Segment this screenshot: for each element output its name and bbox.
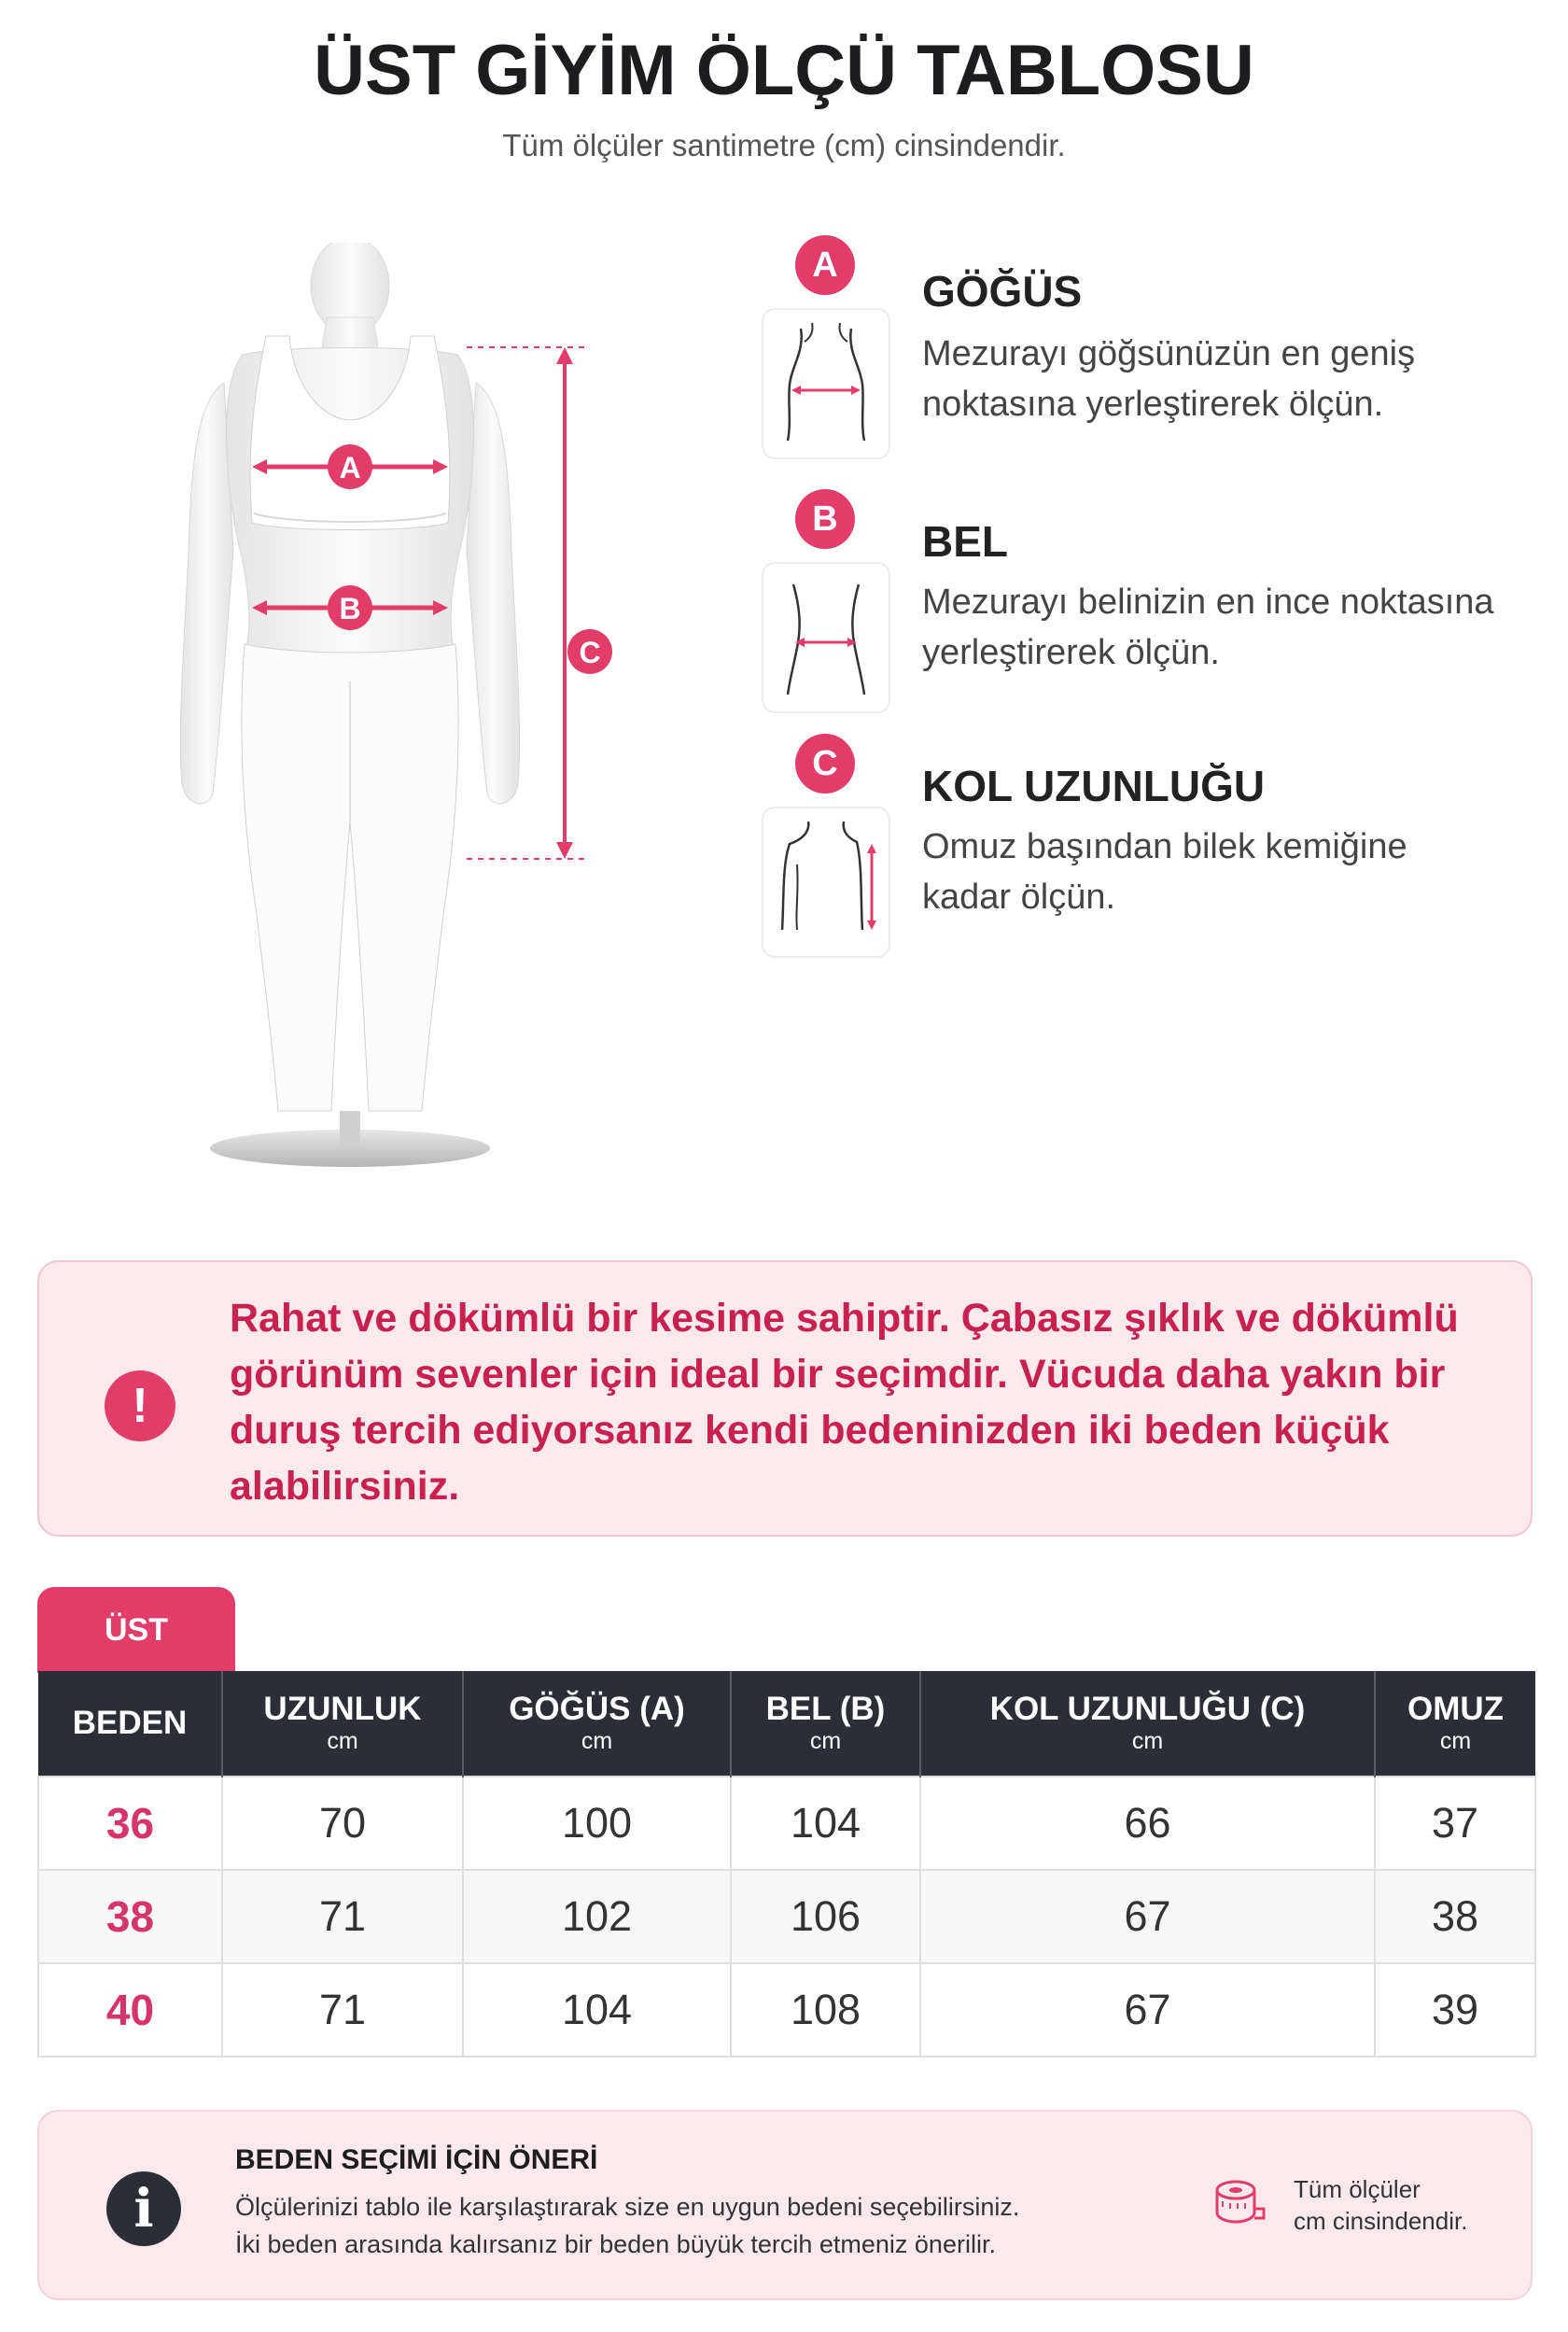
guide-desc-sleeve-1: Omuz başından bilek kemiğine (922, 827, 1407, 866)
info-icon: i (106, 2171, 181, 2246)
size-table (37, 1671, 1536, 2058)
header-omuz: OMUZ cm (1375, 1671, 1535, 1777)
fit-notice-line: alabilirsiniz. (230, 1464, 460, 1509)
guide-title-chest: GÖĞÜS (922, 267, 1083, 316)
guide-desc-sleeve-2: kadar ölçün. (922, 878, 1116, 917)
sleeve-measure-icon (763, 808, 889, 950)
table-cell-size: 40 (38, 1963, 222, 2057)
table-cell: 108 (731, 1963, 920, 2057)
table-row (38, 1963, 1535, 2057)
page-subtitle: Tüm ölçüler santimetre (cm) cinsindendir. (502, 128, 1066, 162)
tab-ust[interactable]: ÜST (37, 1587, 235, 1673)
table-cell: 102 (463, 1870, 731, 1963)
fit-notice-line: Rahat ve dökümlü bir kesime sahiptir. Çabasız şıklık ve dökümlü (230, 1296, 1459, 1341)
table-cell: 37 (1375, 1777, 1535, 1870)
header-kol-uzunlugu: KOL UZUNLUĞU (C) cm (920, 1671, 1375, 1777)
chest-measure-icon (763, 310, 889, 457)
table-cell-size: 38 (38, 1870, 222, 1963)
guide-desc-waist-1: Mezurayı belinizin en ince noktasına (922, 583, 1494, 622)
unit-note-2: cm cinsindendir. (1294, 2207, 1468, 2235)
guide-title-sleeve: KOL UZUNLUĞU (922, 762, 1266, 810)
recommendation-title: BEDEN SEÇİMİ İÇİN ÖNERİ (235, 2144, 598, 2175)
header-beden: BEDEN (38, 1671, 222, 1777)
table-cell-size: 36 (38, 1777, 222, 1870)
table-cell: 39 (1375, 1963, 1535, 2057)
header-bel: BEL (B) cm (731, 1671, 920, 1777)
marker-a: A (339, 451, 361, 485)
recommendation-text-1: Ölçülerinizi tablo ile karşılaştırarak size en uygun bedeni seçebilirsiniz. (235, 2193, 1020, 2221)
marker-b: B (339, 592, 361, 625)
table-cell: 67 (920, 1870, 1375, 1963)
measuring-tape-icon (1210, 2175, 1266, 2231)
table-cell: 104 (463, 1963, 731, 2057)
guide-desc-chest-2: noktasına yerleştirerek ölçün. (922, 385, 1384, 424)
table-cell: 71 (222, 1870, 463, 1963)
table-row (38, 1870, 1535, 1963)
recommendation-text-2: İki beden arasında kalırsanız bir beden büyük tercih etmeniz önerilir. (235, 2230, 996, 2258)
guide-badge-c: C (795, 734, 855, 794)
table-cell: 71 (222, 1963, 463, 2057)
table-cell: 66 (920, 1777, 1375, 1870)
table-cell: 104 (731, 1777, 920, 1870)
page-title: ÜST GİYİM ÖLÇÜ TABLOSU (314, 31, 1254, 110)
fit-notice-line: duruş tercih ediyorsanız kendi bedeninizden iki beden küçük (230, 1408, 1390, 1453)
table-cell: 106 (731, 1870, 920, 1963)
guide-card-chest (762, 308, 890, 459)
header-uzunluk: UZUNLUK cm (222, 1671, 463, 1777)
guide-title-waist: BEL (922, 517, 1008, 566)
table-cell: 70 (222, 1777, 463, 1870)
guide-desc-waist-2: yerleştirerek ölçün. (922, 633, 1220, 672)
guide-badge-a: A (795, 235, 855, 295)
fit-notice-line: görünüm sevenler için ideal bir seçimdir. Vücuda daha yakın bir (230, 1352, 1446, 1397)
guide-card-sleeve (762, 807, 890, 958)
guide-card-waist (762, 562, 890, 713)
unit-note-1: Tüm ölçüler (1294, 2175, 1421, 2203)
guide-badge-b: B (795, 489, 855, 549)
table-cell: 38 (1375, 1870, 1535, 1963)
mannequin-illustration (140, 243, 635, 1176)
guide-desc-chest-1: Mezurayı göğsünüzün en geniş (922, 334, 1416, 373)
table-row (38, 1777, 1535, 1870)
fit-notice-text (230, 1290, 1508, 1514)
table-cell: 67 (920, 1963, 1375, 2057)
header-gogus: GÖĞÜS (A) cm (463, 1671, 731, 1777)
exclamation-icon: ! (105, 1370, 175, 1441)
marker-c: C (579, 636, 601, 669)
table-cell: 100 (463, 1777, 731, 1870)
waist-measure-icon (763, 564, 889, 711)
table-header-row (38, 1671, 1535, 1777)
